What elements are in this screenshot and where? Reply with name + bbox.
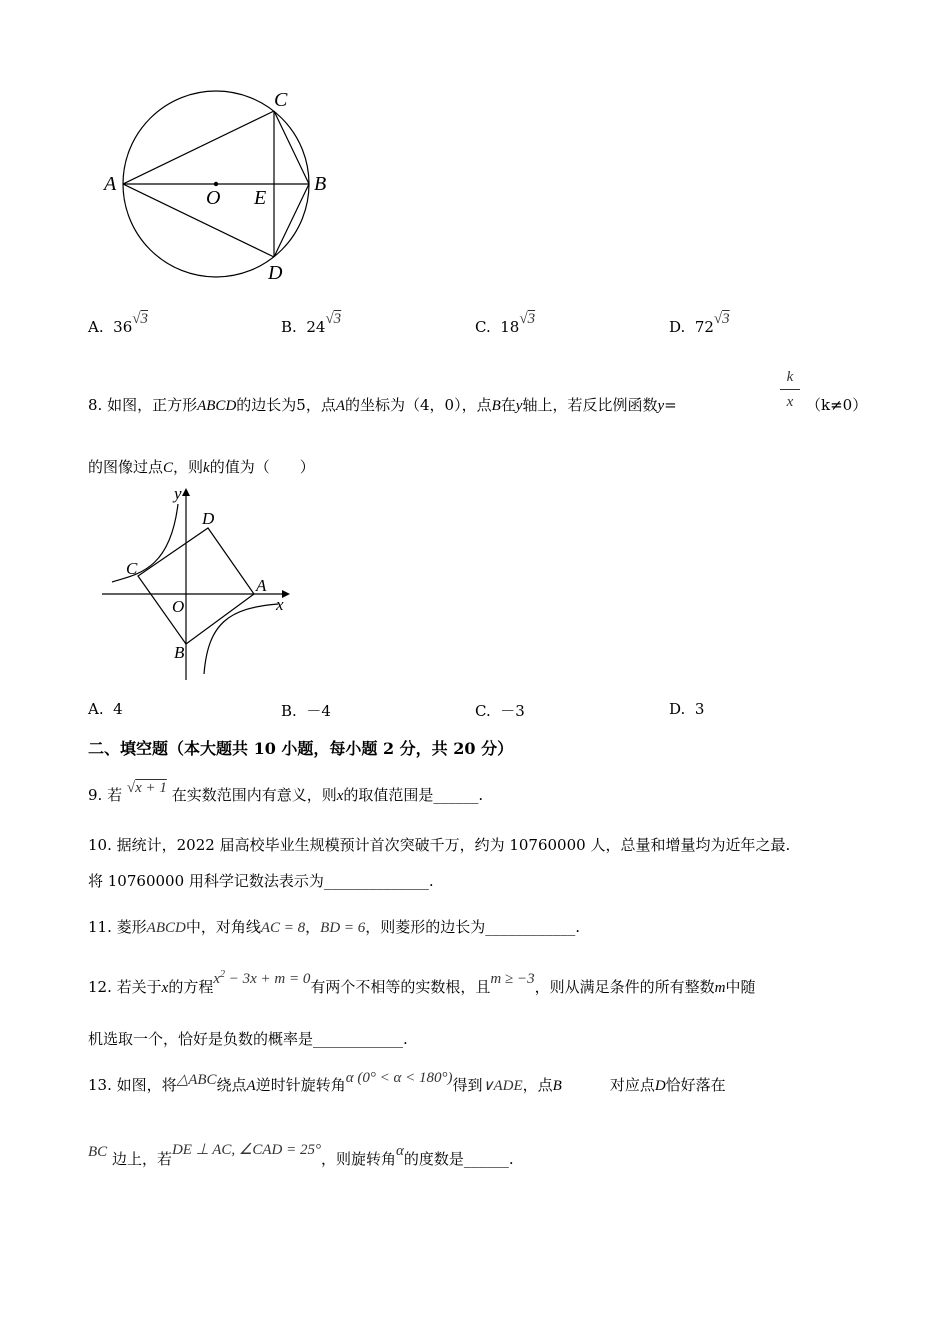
q8-fraction: k x (780, 368, 800, 411)
q10-line-2: 将 10760000 用科学记数法表示为______________. (88, 872, 434, 890)
label-e: E (254, 187, 267, 209)
label-d: D (268, 262, 283, 284)
q8-option-a[interactable]: A. 4 (88, 700, 123, 718)
square-abcd (138, 528, 254, 644)
section-2-title: 二、填空题（本大题共 10 小题，每小题 2 分，共 20 分） (88, 739, 514, 758)
q8-options (88, 700, 848, 722)
q7-option-b[interactable]: B. 24√3 (281, 311, 342, 336)
label-a: A (104, 173, 117, 195)
label-d: D (202, 509, 215, 528)
q7-option-c[interactable]: C. 18√3 (475, 311, 536, 336)
center-dot (214, 182, 218, 186)
label-o: O (206, 187, 221, 209)
q8-coordinate-figure (98, 484, 298, 684)
chord-bd (274, 184, 309, 257)
q9-line: 9. 若 √x + 1 在实数范围内有意义，则x的取值范围是______. (88, 780, 484, 804)
hyperbola-branch-lower (204, 604, 278, 674)
q12-line-2: 机选取一个，恰好是负数的概率是____________. (88, 1030, 408, 1048)
label-b: B (314, 173, 327, 195)
q8-option-b[interactable]: B. －4 (281, 702, 331, 720)
q8-option-d[interactable]: D. 3 (669, 700, 705, 718)
q12-line-1: 12. 若关于x的方程$x^2 - 3x + m = 0$有两个不相等的实数根，且m ≥ −3，则从满足条件的所有整数m中随 (88, 969, 756, 996)
hyperbola-branch-upper (112, 504, 178, 582)
label-c: C (126, 559, 138, 578)
q7-circle-figure (96, 84, 336, 284)
q13-line-1: 13. 如图，将△ABC绕点A逆时针旋转角α (0° < α < 180°)得到∨ADE，点B 对应点D恰好落在 (88, 1070, 726, 1094)
q8-option-c[interactable]: C. －3 (475, 702, 525, 720)
label-a: A (256, 576, 267, 595)
y-axis-arrow (182, 488, 190, 496)
label-x: x (276, 595, 284, 614)
label-o: O (172, 597, 185, 616)
chord-cb (274, 111, 309, 184)
label-c: C (274, 89, 288, 111)
q7-options (88, 311, 848, 344)
chord-ac (123, 111, 274, 184)
q13-line-2: BC 边上，若DE ⊥ AC, ∠CAD = 25°，则旋转角α的度数是______. (88, 1142, 514, 1168)
q8-line-2: 的图像过点C，则k的值为（ ） (88, 458, 315, 476)
q7-option-d[interactable]: D. 72√3 (669, 311, 730, 336)
q8-condition: （k≠0） (806, 396, 868, 414)
chord-ad (123, 184, 274, 257)
label-b: B (174, 643, 185, 662)
label-y: y (174, 484, 182, 503)
q7-option-a[interactable]: A. 36√3 (88, 311, 148, 336)
q10-line-1: 10. 据统计，2022 届高校毕业生规模预计首次突破千万，约为 10760000 人，总量和增量均为近年之最. (88, 836, 791, 854)
q8-line-1: 8. 如图，正方形ABCD的边长为5，点A的坐标为（4，0），点B在y轴上，若反比例函数y= (88, 396, 677, 414)
q11-line: 11. 菱形ABCD中，对角线AC = 8，BD = 6，则菱形的边长为____________. (88, 918, 581, 936)
